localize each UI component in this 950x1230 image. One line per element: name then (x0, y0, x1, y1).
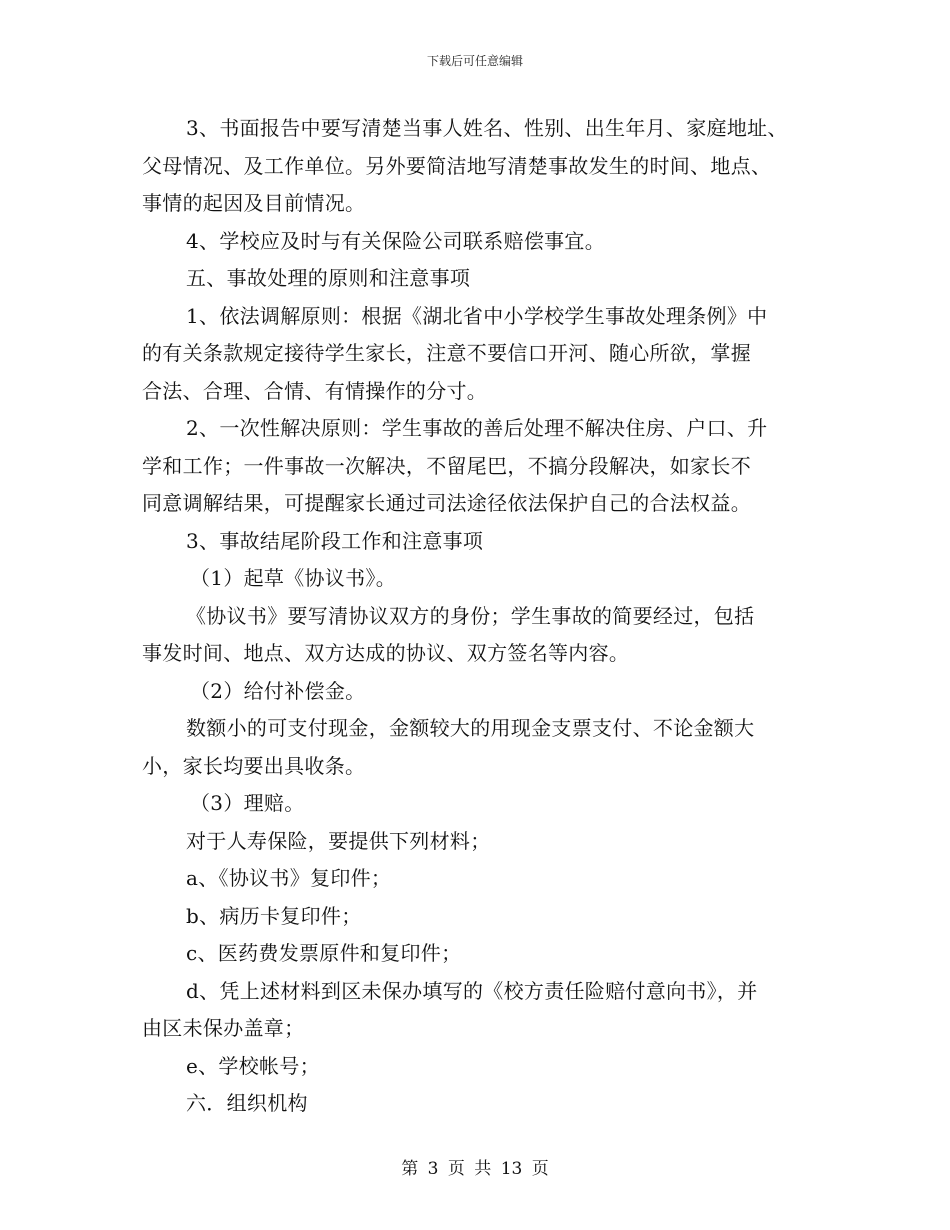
list-item: c、医药费发票原件和复印件； (186, 941, 462, 965)
paragraph-line: 数额小的可支付现金，金额较大的用现金支票支付、不论金额大 (186, 716, 755, 740)
page-number: 第 3 页 共 13 页 (401, 1159, 549, 1179)
list-item: b、病历卡复印件； (186, 903, 362, 928)
section-heading: 五、事故处理的原则和注意事项 (186, 266, 471, 290)
paragraph-line: 1、依法调解原则：根据《湖北省中小学校学生事故处理条例》中 (186, 303, 768, 328)
list-item: a、《协议书》复印件； (186, 866, 392, 890)
paragraph-line: 事发时间、地点、双方达成的协议、双方签名等内容。 (142, 641, 630, 665)
subsection-heading: 3、事故结尾阶段工作和注意事项 (186, 528, 484, 553)
paragraph-line: 父母情况、及工作单位。另外要简洁地写清楚事故发生的时间、地点、 (142, 153, 772, 178)
section-heading: 六．组织机构 (186, 1091, 308, 1115)
paragraph-line: 对于人寿保险，要提供下列材料； (186, 828, 491, 853)
paragraph-line: 4、学校应及时与有关保险公司联系赔偿事宜。 (186, 228, 606, 253)
paragraph-line: 合法、合理、合情、有情操作的分寸。 (142, 378, 488, 403)
document-body (142, 110, 810, 1123)
list-item: （1）起草《协议书》。 (190, 566, 397, 590)
paragraph-line: 学和工作；一件事故一次解决，不留尾巴，不搞分段解决，如家长不 (142, 453, 751, 478)
list-item: （2）给付补偿金。 (190, 678, 366, 703)
paragraph-line: 的有关条款规定接待学生家长，注意不要信口开河、随心所欲，掌握 (142, 341, 751, 365)
paragraph-line: 《协议书》要写清协议双方的身份；学生事故的简要经过，包括 (186, 603, 755, 628)
paragraph-line: 同意调解结果，可提醒家长通过司法途径依法保护自己的合法权益。 (142, 491, 751, 515)
list-item: （3）理赔。 (190, 791, 305, 815)
paragraph-line: 2、一次性解决原则：学生事故的善后处理不解决住房、户口、升 (186, 416, 768, 440)
paragraph-line: 小，家长均要出具收条。 (142, 753, 366, 778)
list-item: d、凭上述材料到区未保办填写的《校方责任险赔付意向书》，并 (186, 978, 758, 1003)
paragraph-line: 由区未保办盖章； (142, 1016, 305, 1040)
paragraph-line: 事情的起因及目前情况。 (142, 191, 366, 215)
page-header: 下载后可任意编辑 (426, 54, 523, 68)
paragraph-line: 3、书面报告中要写清楚当事人姓名、性别、出生年月、家庭地址、 (186, 116, 788, 140)
list-item: e、学校帐号； (186, 1053, 320, 1078)
